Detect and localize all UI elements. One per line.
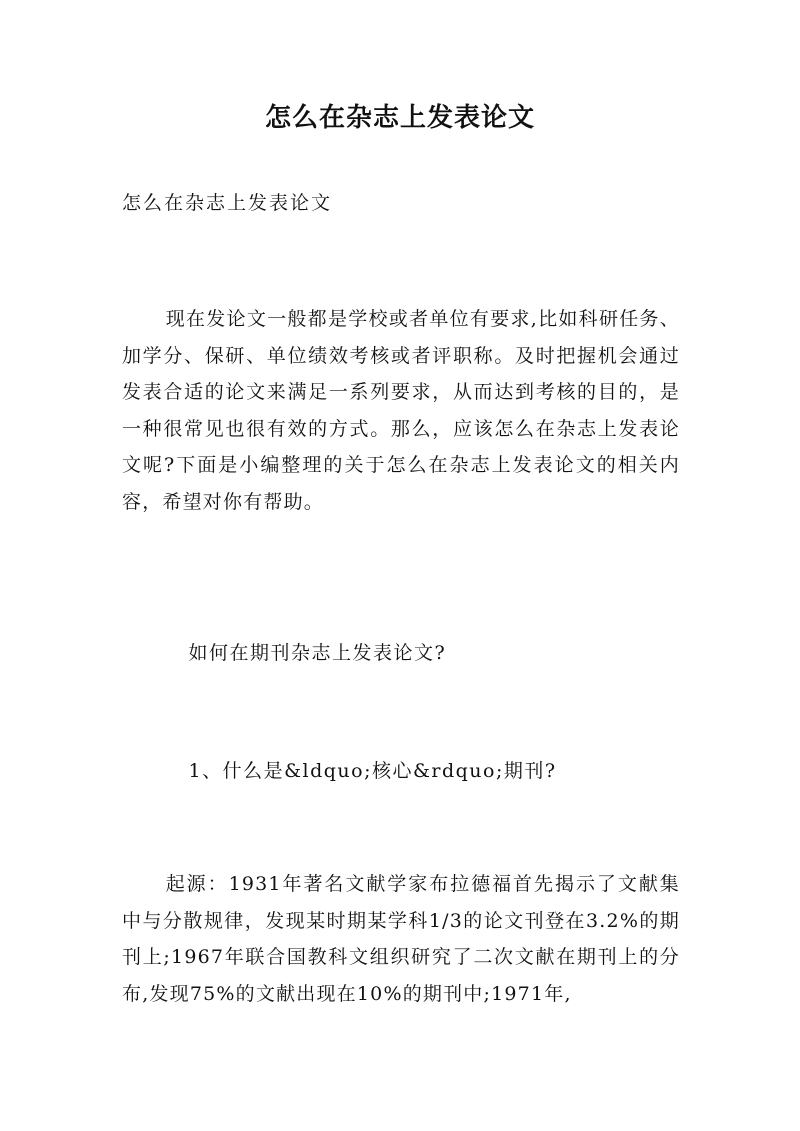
document-subtitle: 怎么在杂志上发表论文 bbox=[122, 192, 333, 214]
document-title: 怎么在杂志上发表论文 bbox=[264, 103, 535, 133]
origin-paragraph: 起源：1931年著名文献学家布拉德福首先揭示了文献集中与分散规律，发现某时期某学科1/3的论文刊登在3.2%的期刊上;1967年联合国教科文组织研究了二次文献在期刊上的分布,发现75%的文献出现在10%的期刊中;1971年, bbox=[122, 873, 680, 1005]
section-heading-how-to-publish: 如何在期刊杂志上发表论文? bbox=[188, 642, 447, 664]
intro-paragraph: 现在发论文一般都是学校或者单位有要求,比如科研任务、加学分、保研、单位绩效考核或者评职称。及时把握机会通过发表合适的论文来满足一系列要求，从而达到考核的目的，是一种很常见也很有效的方式。那么，应该怎么在杂志上发表论文呢?下面是小编整理的关于怎么在杂志上发表论文的相关内容，希望对你有帮助。 bbox=[122, 308, 680, 513]
section-heading-core-journal: 1、什么是&ldquo;核心&rdquo;期刊? bbox=[188, 760, 557, 782]
